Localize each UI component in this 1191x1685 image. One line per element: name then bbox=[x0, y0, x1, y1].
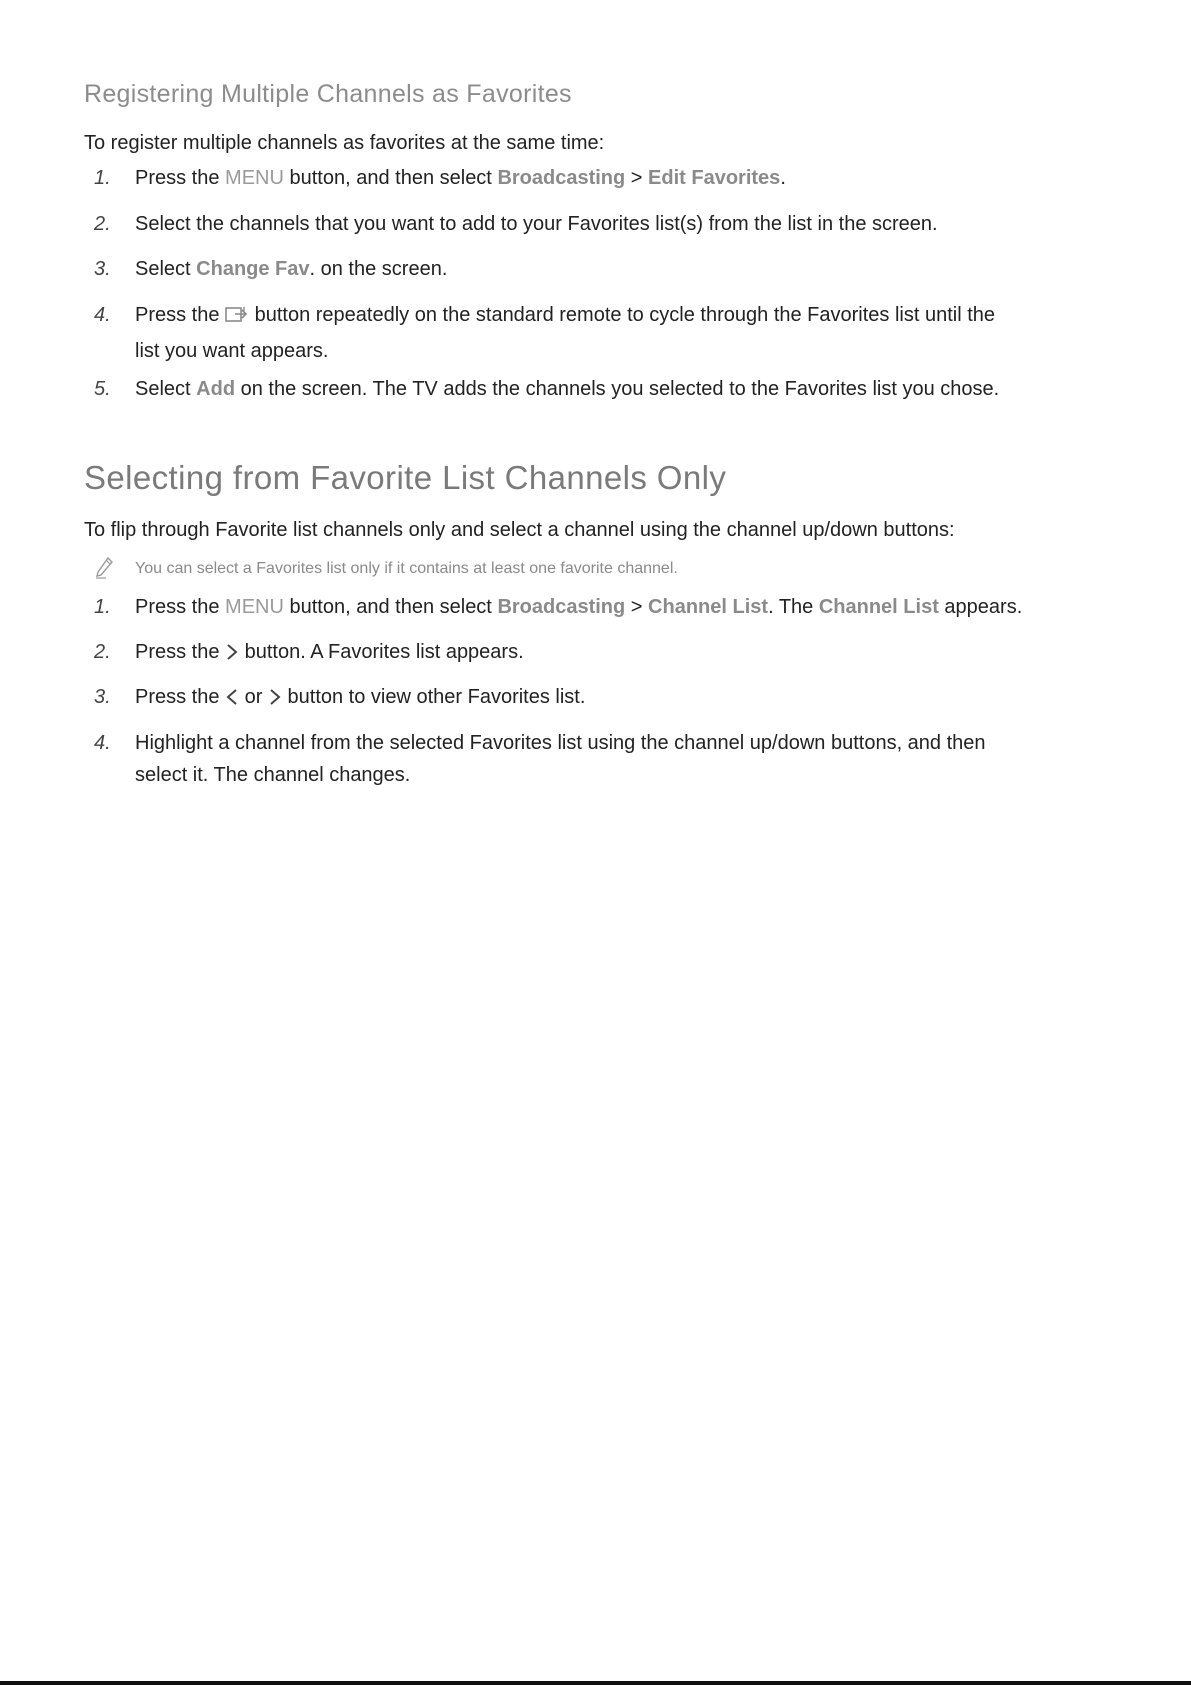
channel-list-label: Channel List bbox=[818, 596, 939, 618]
note-text: You can select a Favorites list only if it contains at least one favorite channel. bbox=[135, 560, 678, 577]
step-text: Select the channels that you want to add to your Favorites list(s) from the list in the screen. bbox=[135, 213, 938, 235]
menu-path-edit-favorites: Edit Favorites bbox=[648, 167, 781, 189]
left-arrow-icon bbox=[225, 685, 239, 717]
step-number: 4. bbox=[94, 732, 111, 754]
menu-path-channel-list: Channel List bbox=[648, 596, 769, 618]
section2-intro: To flip through Favorite list channels only and select a channel using the channel up/down buttons: bbox=[84, 519, 955, 541]
step-text: Press the or button to view other Favorites list. bbox=[135, 681, 1135, 717]
right-arrow-icon bbox=[225, 640, 239, 672]
step-text: Press the MENU button, and then select Broadcasting > Edit Favorites. bbox=[135, 167, 786, 189]
menu-path-broadcasting: Broadcasting bbox=[497, 596, 626, 618]
step-number: 3. bbox=[94, 258, 111, 280]
step-number: 4. bbox=[94, 304, 111, 326]
step-text: Press the MENU button, and then select Broadcasting > Channel List. The Channel List appears. bbox=[135, 596, 1023, 618]
step-text: Press the button. A Favorites list appears. bbox=[135, 636, 1135, 672]
section-heading-select-favorites: Selecting from Favorite List Channels Only bbox=[84, 459, 727, 496]
right-arrow-icon bbox=[268, 685, 282, 717]
step-number: 2. bbox=[94, 213, 111, 235]
section1-intro: To register multiple channels as favorites at the same time: bbox=[84, 132, 605, 154]
step-number: 5. bbox=[94, 378, 111, 400]
section-heading-register-multiple: Registering Multiple Channels as Favorites bbox=[84, 80, 572, 108]
step-text: Press the button repeatedly on the standard remote to cycle through the Favorites list until the list you want appears. bbox=[135, 304, 996, 362]
menu-button-label: MENU bbox=[225, 596, 284, 618]
menu-path-broadcasting: Broadcasting bbox=[497, 167, 626, 189]
remote-favorites-button-icon bbox=[225, 303, 249, 335]
step-number: 1. bbox=[94, 596, 111, 618]
menu-button-label: MENU bbox=[225, 167, 284, 189]
menu-add: Add bbox=[196, 378, 236, 400]
step-number: 1. bbox=[94, 167, 111, 189]
step-number: 2. bbox=[94, 641, 111, 663]
step-text: Select Change Fav. on the screen. bbox=[135, 258, 448, 280]
pencil-note-icon bbox=[94, 556, 114, 585]
step-text: Select Add on the screen. The TV adds the channels you selected to the Favorites list you chose. bbox=[135, 378, 1000, 400]
menu-change-fav: Change Fav bbox=[196, 258, 310, 280]
step-number: 3. bbox=[94, 686, 111, 708]
page-bottom-rule bbox=[0, 1681, 1191, 1685]
step-text: Highlight a channel from the selected Favorites list using the channel up/down buttons, and then select it. The channel changes. bbox=[135, 732, 986, 786]
